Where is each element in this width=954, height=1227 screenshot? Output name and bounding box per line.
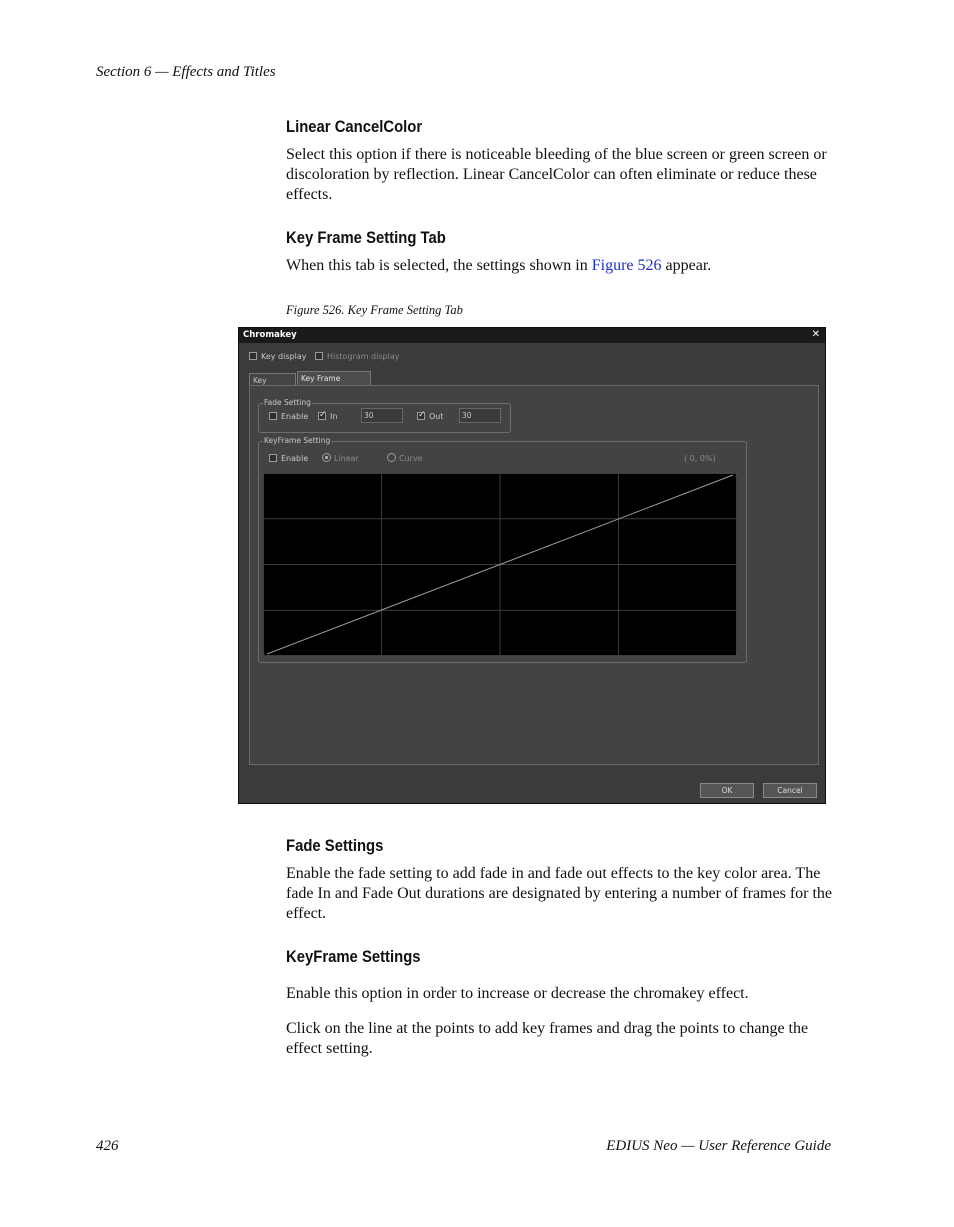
paragraph-text: When this tab is selected, the settings shown in xyxy=(286,257,592,274)
dialog-titlebar xyxy=(239,328,825,343)
curve-radio[interactable] xyxy=(387,453,396,462)
chromakey-dialog xyxy=(238,327,826,804)
fade-in-input[interactable]: 30 xyxy=(361,408,403,423)
tab-key-setting[interactable]: Key xyxy=(249,373,296,386)
histogram-display-checkbox[interactable] xyxy=(315,352,323,360)
ok-button[interactable]: OK xyxy=(700,783,754,798)
figure-caption: Figure 526. Key Frame Setting Tab xyxy=(286,303,463,317)
fade-setting-group xyxy=(258,398,511,433)
paragraph-text-end: appear. xyxy=(661,257,712,274)
fade-enable-checkbox[interactable] xyxy=(269,412,277,420)
keyframe-setting-title: KeyFrame Setting xyxy=(264,436,331,445)
fade-out-checkbox[interactable] xyxy=(417,412,425,420)
running-head: Section 6 — Effects and Titles xyxy=(96,64,276,80)
paragraph-fade-settings: Enable the fade setting to add fade in and fade out effects to the key color area. The fade In and Fade Out durations are designated by entering a number of frames for the effect. xyxy=(286,865,833,922)
key-display-label: Key display xyxy=(261,352,307,361)
fade-out-label: Out xyxy=(429,412,444,421)
linear-label: Linear xyxy=(334,454,359,463)
fade-in-label: In xyxy=(330,412,338,421)
keyframe-graph[interactable] xyxy=(263,473,737,656)
paragraph-linear-cancelcolor: Select this option if there is noticeable bleeding of the blue screen or green screen or discoloration by reflection. Linear CancelColor can often eliminate or reduce these effects. xyxy=(286,146,827,203)
footer-title: EDIUS Neo — User Reference Guide xyxy=(606,1138,831,1154)
cancel-button[interactable]: Cancel xyxy=(763,783,817,798)
fade-enable-label: Enable xyxy=(281,412,309,421)
paragraph-keyframe-enable: Enable this option in order to increase or decrease the chromakey effect. xyxy=(286,985,749,1002)
dialog-title: Chromakey xyxy=(243,330,297,340)
close-icon[interactable]: ✕ xyxy=(811,329,820,340)
fade-out-input[interactable]: 30 xyxy=(459,408,501,423)
histogram-display-label: Histogram display xyxy=(327,352,400,361)
fade-setting-title: Fade Setting xyxy=(264,398,311,407)
fade-in-checkbox[interactable] xyxy=(318,412,326,420)
heading-linear-cancelcolor: Linear CancelColor xyxy=(286,118,423,136)
curve-label: Curve xyxy=(399,454,423,463)
keyframe-enable-checkbox[interactable] xyxy=(269,454,277,462)
keyframe-readout: ( 0, 0%) xyxy=(684,454,716,463)
heading-keyframe-settings: KeyFrame Settings xyxy=(286,948,421,966)
linear-radio[interactable] xyxy=(322,453,331,462)
heading-fade-settings: Fade Settings xyxy=(286,837,384,855)
keyframe-enable-label: Enable xyxy=(281,454,309,463)
paragraph-key-frame-setting-tab xyxy=(286,256,834,276)
figure-link[interactable]: Figure 526 xyxy=(591,257,662,274)
tab-key-frame-setting[interactable]: Key Frame xyxy=(297,371,371,386)
heading-key-frame-setting-tab: Key Frame Setting Tab xyxy=(286,229,446,247)
paragraph-keyframe-click: Click on the line at the points to add key frames and drag the points to change the effect setting. xyxy=(286,1020,809,1057)
key-display-checkbox[interactable] xyxy=(249,352,257,360)
page-number: 426 xyxy=(96,1138,119,1154)
